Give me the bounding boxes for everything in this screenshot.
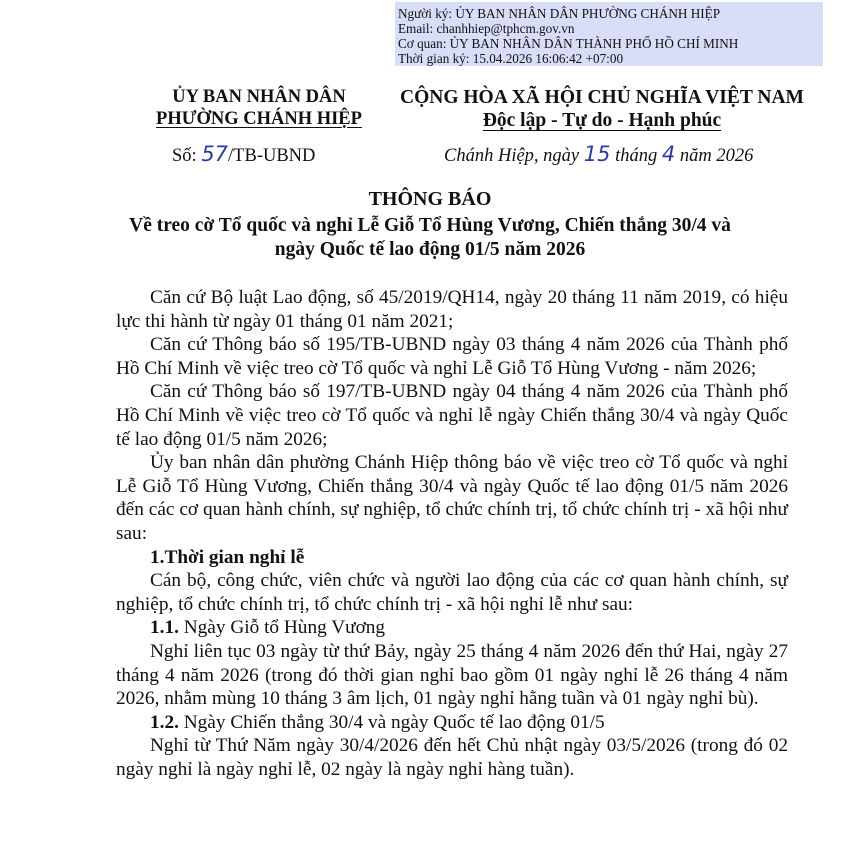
subsection-1-2-number: 1.2.: [150, 711, 179, 733]
handwritten-month: 4: [661, 142, 676, 166]
document-title: THÔNG BÁO: [368, 188, 492, 210]
nation-name: CỘNG HÒA XÃ HỘI CHỦ NGHĨA VIỆT NAM: [400, 87, 804, 108]
subtitle-line-2: ngày Quốc tế lao động 01/5 năm 2026: [274, 239, 586, 260]
document-subtitle: [100, 214, 760, 262]
paragraph-holiday-scope: Cán bộ, công chức, viên chức và người lao động của các cơ quan hành chính, sự nghiệp, tổ chức chính trị, tổ chức chính trị - xã hội nghỉ lễ như sau:: [116, 570, 788, 615]
handwritten-day: 15: [583, 142, 611, 166]
motto: Độc lập - Tự do - Hạnh phúc: [482, 110, 722, 131]
national-header: [398, 86, 806, 132]
signature-email: Email: chanhhiep@tphcm.gov.vn: [398, 21, 575, 36]
org-line-2: PHƯỜNG CHÁNH HIỆP: [156, 109, 362, 129]
date-place: Chánh Hiệp, ngày: [444, 146, 580, 166]
subsection-1-2-title: Ngày Chiến thắng 30/4 và ngày Quốc tế lao động 01/5: [178, 711, 605, 733]
paragraph-legal-basis-2: Căn cứ Thông báo số 195/TB-UBND ngày 03 tháng 4 năm 2026 của Thành phố Hồ Chí Minh về việc treo cờ Tổ quốc và nghỉ Lễ Giỗ Tổ Hùng Vương - năm 2026;: [116, 334, 788, 379]
date-month-word: tháng: [615, 146, 658, 166]
paragraph-legal-basis-3: Căn cứ Thông báo số 197/TB-UBND ngày 04 tháng 4 năm 2026 của Thành phố Hồ Chí Minh về việc treo cờ Tổ quốc và nghỉ lễ ngày Chiến thắng 30/4 và ngày Quốc tế lao động 01/5 năm 2026;: [116, 381, 788, 450]
date-year: năm 2026: [679, 146, 754, 166]
digital-signature-box: [395, 2, 823, 66]
handwritten-number: 57: [201, 142, 229, 166]
subsection-1-1-title: Ngày Giỗ tổ Hùng Vương: [178, 617, 386, 639]
number-suffix: /TB-UBND: [228, 146, 316, 166]
document-date: [444, 142, 753, 167]
number-prefix: Số:: [172, 146, 197, 166]
paragraph-announcement: Ủy ban nhân dân phường Chánh Hiệp thông báo về việc treo cờ Tổ quốc và nghỉ Lễ Giỗ Tổ Hùng Vương, Chiến thắng 30/4 và ngày Quốc tế lao động 01/5 năm 2026 đến các cơ quan hành chính, sự nghiệp, tổ chức chính trị, tổ chức chính trị - xã hội như sau:: [116, 452, 788, 544]
signature-signer: Người ký: ỦY BAN NHÂN DÂN PHƯỜNG CHÁNH HIỆP: [398, 6, 721, 21]
paragraph-victory-labor-holiday: Nghỉ từ Thứ Năm ngày 30/4/2026 đến hết Chủ nhật ngày 03/5/2026 (trong đó 02 ngày nghỉ là ngày nghỉ lễ, 02 ngày là ngày nghỉ hàng tuần).: [116, 735, 788, 780]
signature-agency: Cơ quan: ỦY BAN NHÂN DÂN THÀNH PHỐ HỒ CHÍ MINH: [398, 36, 739, 51]
subsection-1-1: [116, 616, 788, 640]
paragraph-hung-vuong-holiday: Nghỉ liên tục 03 ngày từ thứ Bảy, ngày 25 tháng 4 năm 2026 đến thứ Hai, ngày 27 tháng 4 năm 2026 (trong đó thời gian nghỉ bao gồm 01 ngày nghỉ lễ 26 tháng 4 năm 2026, nhằm mùng 10 tháng 3 âm lịch, 01 ngày nghỉ hằng tuần và 01 ngày nghỉ bù).: [116, 640, 788, 710]
subtitle-line-1: Về treo cờ Tổ quốc và nghỉ Lễ Giỗ Tổ Hùng Vương, Chiến thắng 30/4 và: [129, 215, 731, 236]
document-body: [116, 286, 788, 781]
org-line-1: ỦY BAN NHÂN DÂN: [172, 87, 346, 107]
document-number: [172, 142, 315, 167]
paragraph-legal-basis-1: Căn cứ Bộ luật Lao động, số 45/2019/QH14, ngày 20 tháng 11 năm 2019, có hiệu lực thi hành từ ngày 01 tháng 01 năm 2021;: [116, 287, 788, 332]
subsection-1-2: [116, 711, 788, 735]
section-heading-1: 1.Thời gian nghỉ lễ: [150, 546, 305, 568]
issuing-organization: [128, 86, 390, 130]
signature-time: Thời gian ký: 15.04.2026 16:06:42 +07:00: [398, 51, 624, 66]
subsection-1-1-number: 1.1.: [150, 617, 179, 639]
